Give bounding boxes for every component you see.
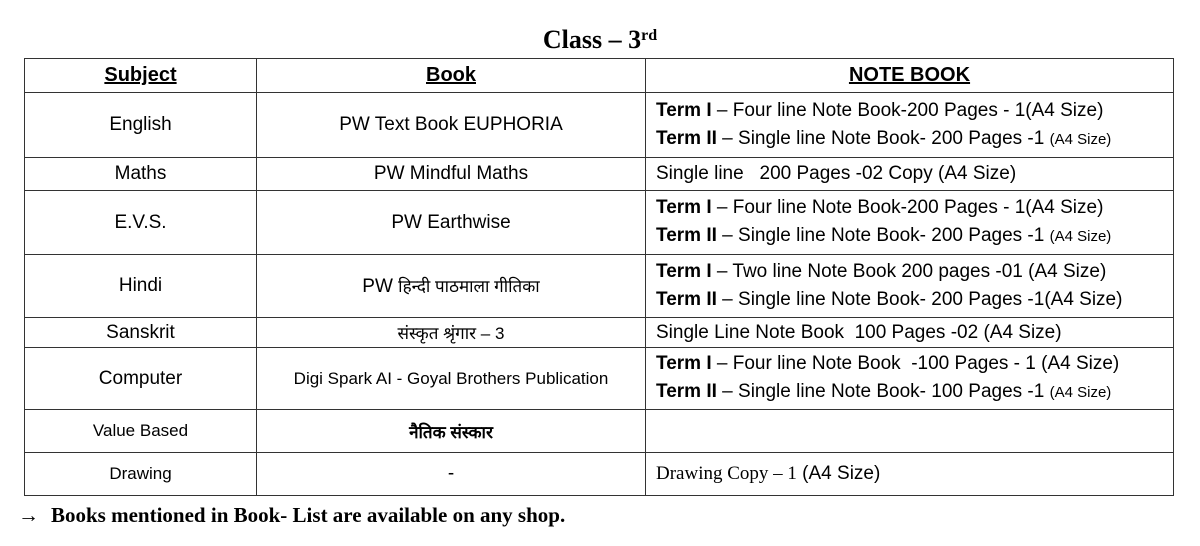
notebook-line (656, 378, 1173, 407)
term-label: Term II (656, 127, 717, 149)
book-cell: - (257, 453, 646, 496)
table-row (25, 255, 1174, 318)
title-text: Class – 3 (542, 25, 642, 54)
table-row (25, 158, 1174, 191)
book-cell: Digi Spark AI - Goyal Brothers Publication (257, 348, 646, 410)
term-label: Term II (656, 289, 717, 310)
notebook-text: – Four line Note Book-200 Pages - 1(A4 Size) (711, 197, 1104, 218)
notebook-cell (646, 93, 1174, 158)
book-cell: PW Text Book EUPHORIA (257, 93, 646, 158)
notebook-text: – Single line Note Book- 100 Pages -1 (716, 381, 1050, 402)
subject-cell: Maths (25, 158, 257, 191)
page-title (0, 22, 1200, 58)
subject-cell: English (25, 93, 257, 158)
book-cell: संस्कृत श्रृंगार – 3 (257, 318, 646, 348)
notebook-text: – Four line Note Book -100 Pages - 1 (A4 Size) (711, 353, 1120, 374)
notebook-line (656, 125, 1173, 154)
notebook-text: – Single line Note Book- 200 Pages -1 (716, 225, 1050, 246)
table-row (25, 191, 1174, 255)
book-cell (257, 255, 646, 318)
table-row (25, 348, 1174, 410)
notebook-text: – Single line Note Book- 200 Pages -1(A4 Size) (716, 289, 1123, 310)
subject-cell: Sanskrit (25, 318, 257, 348)
notebook-cell (646, 348, 1174, 410)
header-notebook: NOTE BOOK (646, 59, 1174, 93)
arrow-right-icon: → (18, 503, 39, 527)
notebook-line (656, 286, 1173, 314)
header-subject: Subject (25, 59, 257, 93)
notebook-size-note: (A4 Size) (1049, 228, 1112, 245)
footer-note (18, 500, 565, 530)
term-label: Term I (656, 261, 712, 282)
term-label: Term I (656, 197, 712, 218)
notebook-cell (646, 453, 1174, 496)
notebook-line (656, 194, 1173, 222)
term-label: Term II (656, 381, 717, 402)
term-label: Term I (656, 99, 712, 121)
notebook-cell (646, 255, 1174, 318)
book-title: हिन्दी पाठमाला गीतिका (398, 277, 540, 296)
header-book: Book (257, 59, 646, 93)
subject-cell: Computer (25, 348, 257, 410)
notebook-text: – Two line Note Book 200 pages -01 (A4 Size) (711, 261, 1107, 282)
book-cell: नैतिक संस्कार (257, 410, 646, 453)
notebook-text: Single line 200 Pages -02 Copy (A4 Size) (656, 163, 1017, 184)
subject-cell: E.V.S. (25, 191, 257, 255)
notebook-text: (A4 Size) (796, 463, 881, 484)
notebook-text-serif: Drawing Copy – 1 (656, 463, 797, 484)
book-list-table (24, 58, 1174, 496)
notebook-line (656, 258, 1173, 286)
title-superscript: rd (641, 27, 658, 44)
term-label: Term II (656, 225, 717, 246)
book-cell: PW Mindful Maths (257, 158, 646, 191)
notebook-cell (646, 191, 1174, 255)
notebook-line (656, 350, 1173, 378)
notebook-line (656, 97, 1173, 125)
book-cell: PW Earthwise (257, 191, 646, 255)
notebook-cell (646, 318, 1174, 348)
subject-cell: Value Based (25, 410, 257, 453)
notebook-text: Single Line Note Book 100 Pages -02 (A4 Size) (656, 321, 1062, 343)
notebook-size-note: (A4 Size) (1049, 384, 1112, 401)
term-label: Term I (656, 353, 712, 374)
subject-cell: Drawing (25, 453, 257, 496)
notebook-cell (646, 158, 1174, 191)
notebook-text: – Single line Note Book- 200 Pages -1 (716, 127, 1050, 149)
table-row (25, 410, 1174, 453)
subject-cell: Hindi (25, 255, 257, 318)
table-row (25, 93, 1174, 158)
notebook-size-note: (A4 Size) (1049, 130, 1112, 148)
table-row (25, 318, 1174, 348)
footer-text: Books mentioned in Book- List are available on any shop. (51, 503, 566, 527)
notebook-line (656, 222, 1173, 251)
table-row (25, 453, 1174, 496)
header-row (25, 59, 1174, 93)
book-prefix: PW (362, 276, 399, 297)
notebook-cell (646, 410, 1174, 453)
notebook-text: – Four line Note Book-200 Pages - 1(A4 Size) (711, 99, 1104, 121)
